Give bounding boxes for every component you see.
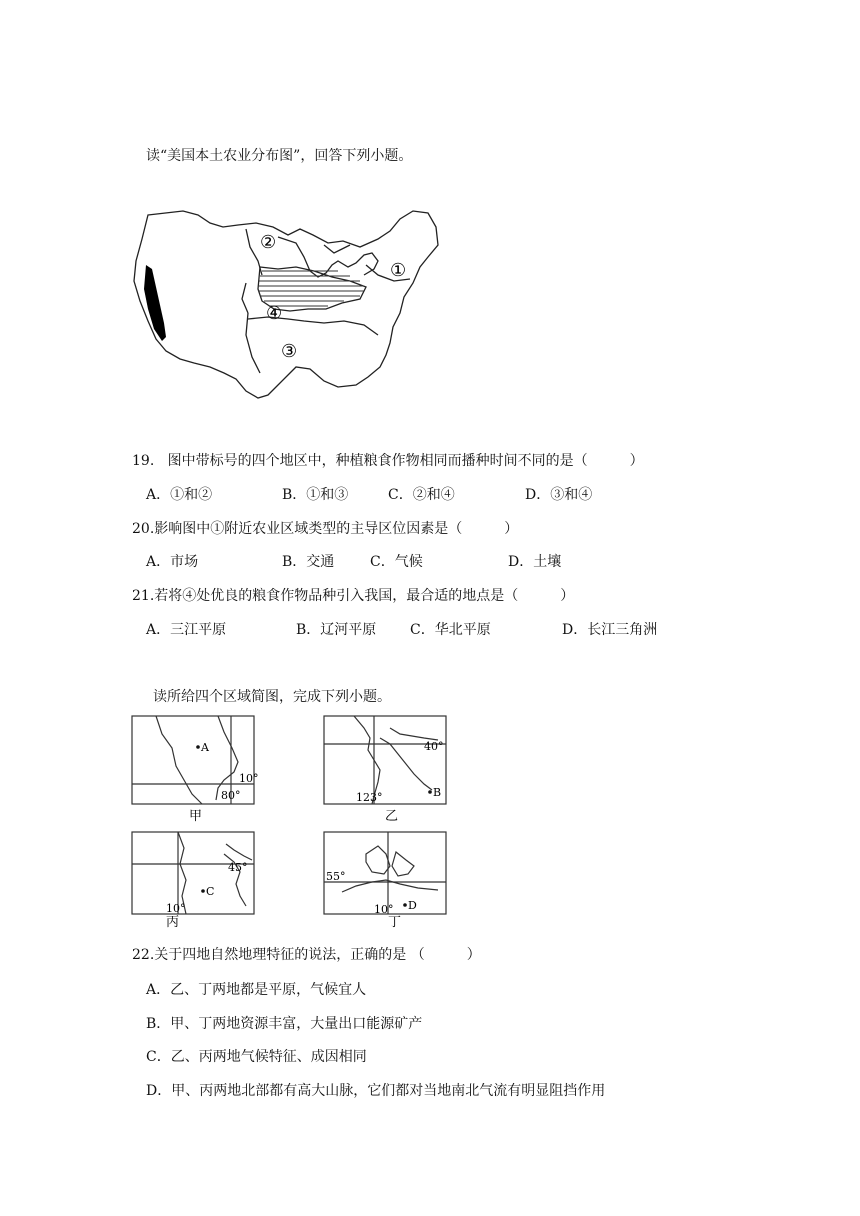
question-22: [132, 946, 481, 964]
question-text: 关于四地自然地理特征的说法，正确的是 （ ）: [154, 947, 481, 963]
q21-option-c: C．华北平原: [410, 622, 491, 638]
q19-option-a: A．①和②: [146, 487, 213, 503]
q22-option-c: C．乙、丙两地气候特征、成因相同: [146, 1049, 367, 1065]
map-ding-name: 丁: [388, 915, 402, 930]
map-jia-point: A: [201, 741, 209, 754]
question-text: 图中带标号的四个地区中，种植粮食作物相同而播种时间不同的是（ ）: [167, 453, 644, 469]
map-ding-lon: 10°: [374, 903, 394, 916]
map-yi-lon: 123°: [356, 791, 383, 804]
question-number: 22.: [132, 947, 155, 963]
map-bing-lat: 45°: [228, 861, 248, 874]
map-jia-lat: 10°: [239, 772, 259, 785]
question-19: [132, 452, 644, 470]
q21-option-a: A．三江平原: [146, 622, 227, 638]
usa-agriculture-map: [128, 205, 448, 405]
question-21: [132, 587, 574, 605]
map-bing-lon: 10°: [166, 902, 186, 915]
question-text: 影响图中①附近农业区域类型的主导区位因素是（ ）: [154, 521, 519, 537]
q22-option-d: D．甲、丙两地北部都有高大山脉，它们都对当地南北气流有明显阻挡作用: [146, 1083, 606, 1099]
map-ding-point: D: [408, 899, 417, 912]
label-region-2: ②: [260, 232, 277, 253]
map-yi: [324, 716, 446, 804]
question-number: 21.: [132, 588, 155, 604]
question-number: 19.: [132, 453, 155, 469]
section2-intro: 读所给四个区域简图，完成下列小题。: [153, 689, 391, 705]
q20-option-c: C．气候: [370, 554, 423, 570]
q20-option-b: B．交通: [282, 554, 335, 570]
question-20: [132, 520, 518, 538]
q21-option-d: D．长江三角洲: [562, 622, 658, 638]
map-bing-point: C: [206, 885, 215, 898]
q19-option-c: C．②和④: [388, 487, 455, 503]
q20-option-a: A．市场: [146, 554, 199, 570]
question-text: 若将④处优良的粮食作物品种引入我国，最合适的地点是（ ）: [154, 588, 575, 604]
map-ding-lat: 55°: [326, 870, 346, 883]
label-region-4: ④: [266, 303, 283, 324]
region-border-wheat: [242, 283, 248, 313]
label-region-3: ③: [281, 341, 298, 362]
q22-option-b: B．甲、丁两地资源丰富，大量出口能源矿产: [146, 1016, 423, 1032]
q20-option-d: D．土壤: [508, 554, 562, 570]
region-border-west: [246, 313, 260, 373]
section1-intro: 读“美国本土农业分布图”，回答下列小题。: [146, 148, 413, 164]
q22-option-a: A．乙、丁两地都是平原，气候宜人: [146, 982, 367, 998]
map-bing-name: 丙: [166, 915, 180, 930]
map-yi-name: 乙: [385, 809, 399, 824]
q21-option-b: B．辽河平原: [296, 622, 377, 638]
mediterranean-strip: [144, 265, 166, 341]
map-jia-name: 甲: [189, 809, 203, 824]
q19-option-d: D．③和④: [525, 487, 593, 503]
map-yi-point: B: [433, 786, 442, 799]
label-region-1: ①: [390, 260, 407, 281]
q19-option-b: B．①和③: [282, 487, 349, 503]
four-region-maps: [128, 714, 450, 930]
map-jia-lon: 80°: [221, 789, 241, 802]
map-yi-lat: 40°: [424, 740, 444, 753]
question-number: 20.: [132, 521, 155, 537]
